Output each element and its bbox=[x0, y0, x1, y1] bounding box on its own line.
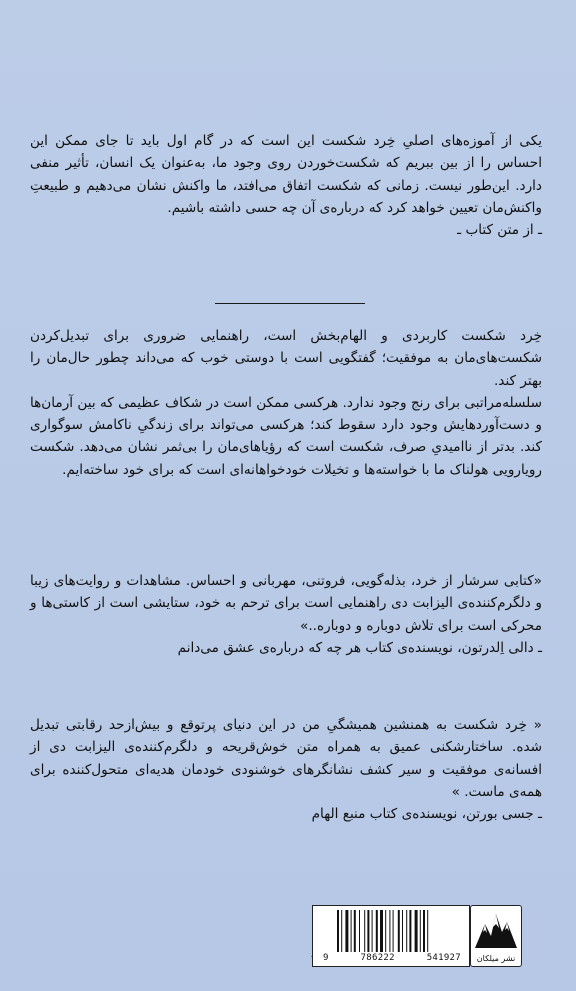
barcode-bar bbox=[372, 910, 373, 952]
barcode-bar bbox=[341, 910, 342, 952]
endorsement-source: ـ جسی بورتن، نویسنده‌ی کتاب منبع الهام bbox=[311, 806, 542, 823]
barcode-bar bbox=[376, 910, 378, 952]
barcode-bar bbox=[385, 910, 386, 952]
publisher-name: نشر میلکان bbox=[476, 954, 516, 963]
barcode-bar bbox=[406, 910, 407, 952]
barcode-bar bbox=[389, 910, 390, 952]
endorsement-text: «کتابی سرشار از خرد، بذله‌گویی، فروتنی، مهربانی و احساس. مشاهدات و روایت‌های زیبا و دلگرم‌کننده‌ی الیزابت دی راهنمایی است برای ترحم به خود، ستایشی است از کاستی‌ها و محرکی است برای تلاش دوباره و دوباره..» bbox=[30, 573, 542, 634]
barcode-digits bbox=[323, 953, 461, 963]
barcode-bars bbox=[337, 910, 447, 952]
barcode-bar bbox=[364, 910, 365, 952]
barcode-bar bbox=[345, 910, 348, 952]
barcode-bar bbox=[351, 910, 352, 952]
intro-quote-source: ـ از متن کتاب ـ bbox=[457, 222, 542, 239]
endorsement-text: « خِرد شکست به همنشین همیشگیِ من در این دنیای پرتوقع و بیش‌ازحد رقابتی تبدیل شده. ساختارشکنی عمیق به همراه متن خوش‌قریحه و دلگرم‌کننده‌ی الیزابت دی از افسانه‌ی موفقیت و سیر کشف نشانگرهای خوشنودی خودمان هدیه‌ای متحول‌کننده برای همه‌ی ماست. » bbox=[30, 717, 542, 800]
barcode-bar bbox=[367, 910, 369, 952]
endorsement bbox=[30, 570, 542, 659]
barcode-bar bbox=[380, 910, 383, 952]
intro-quote-text: یکی از آموزه‌های اصلیِ خِرد شکست این است که در گام اول باید تا جای ممکن این احساس را از بین ببریم که شکست‌خوردن روی وجود ما، به‌عنوان یک انسان، تأثیر منفی دارد. این‌طور نیست. زمانی که شکست اتفاق می‌افتد، ما واکنش نشان می‌دهیم و طبیعتِ واکنش‌مان تعیین خواهد کرد که درباره‌ی آن چه حسی داشته باشیم. bbox=[30, 133, 542, 216]
barcode-bar bbox=[398, 910, 400, 952]
barcode-bar bbox=[423, 910, 425, 952]
barcode-bar bbox=[337, 910, 339, 952]
barcode-prefix: 9 bbox=[323, 953, 329, 963]
barcode-bar bbox=[393, 910, 394, 952]
mountains-icon bbox=[475, 910, 517, 950]
intro-quote bbox=[30, 130, 542, 241]
barcode-bar bbox=[427, 910, 428, 952]
description-paragraph-2: سلسله‌مراتبی برای رنج وجود ندارد. هرکسی ممکن است در شکاف عظیمی که بین آرمان‌ها و دست‌آوردهایش وجود دارد سقوط کند؛ هرکسی می‌تواند برای زندگیِ ناکامش سوگواری کند. بدتر از ناامیدیِ صرف، شکست است که رؤیاهای‌مان را بی‌ثمر نشان می‌دهد. شکست رویارویی هولناک ما با خواسته‌ها و تخیلات خودخواهانه‌ای است که برای خود ساخته‌ایم. bbox=[30, 394, 542, 478]
endorsement bbox=[30, 714, 542, 825]
barcode-bar bbox=[359, 910, 360, 952]
barcode-group: 786222 bbox=[360, 953, 395, 963]
publisher-logo bbox=[470, 905, 522, 967]
barcode-bar bbox=[354, 910, 356, 952]
barcode-bar bbox=[420, 910, 421, 952]
barcode-bar bbox=[409, 910, 411, 952]
barcode-group: 541927 bbox=[426, 953, 461, 963]
divider bbox=[215, 303, 365, 304]
barcode-bar bbox=[415, 910, 418, 952]
description-paragraph-1: خِرد شکست کاربردی و الهام‌بخش است، راهنمایی ضروری برای تبدیل‌کردن شکست‌های‌مان به موفقیت؛ گفتگویی است با دوستی خوب که می‌داند چطور حال‌مان را بهتر کند. bbox=[30, 328, 542, 389]
barcode-bar bbox=[402, 910, 403, 952]
book-description bbox=[30, 325, 542, 481]
isbn-barcode bbox=[312, 905, 470, 967]
endorsement-source: ـ دالی اِلدرتون، نویسنده‌ی کتاب هر چه که درباره‌ی عشق می‌دانم bbox=[177, 639, 542, 656]
